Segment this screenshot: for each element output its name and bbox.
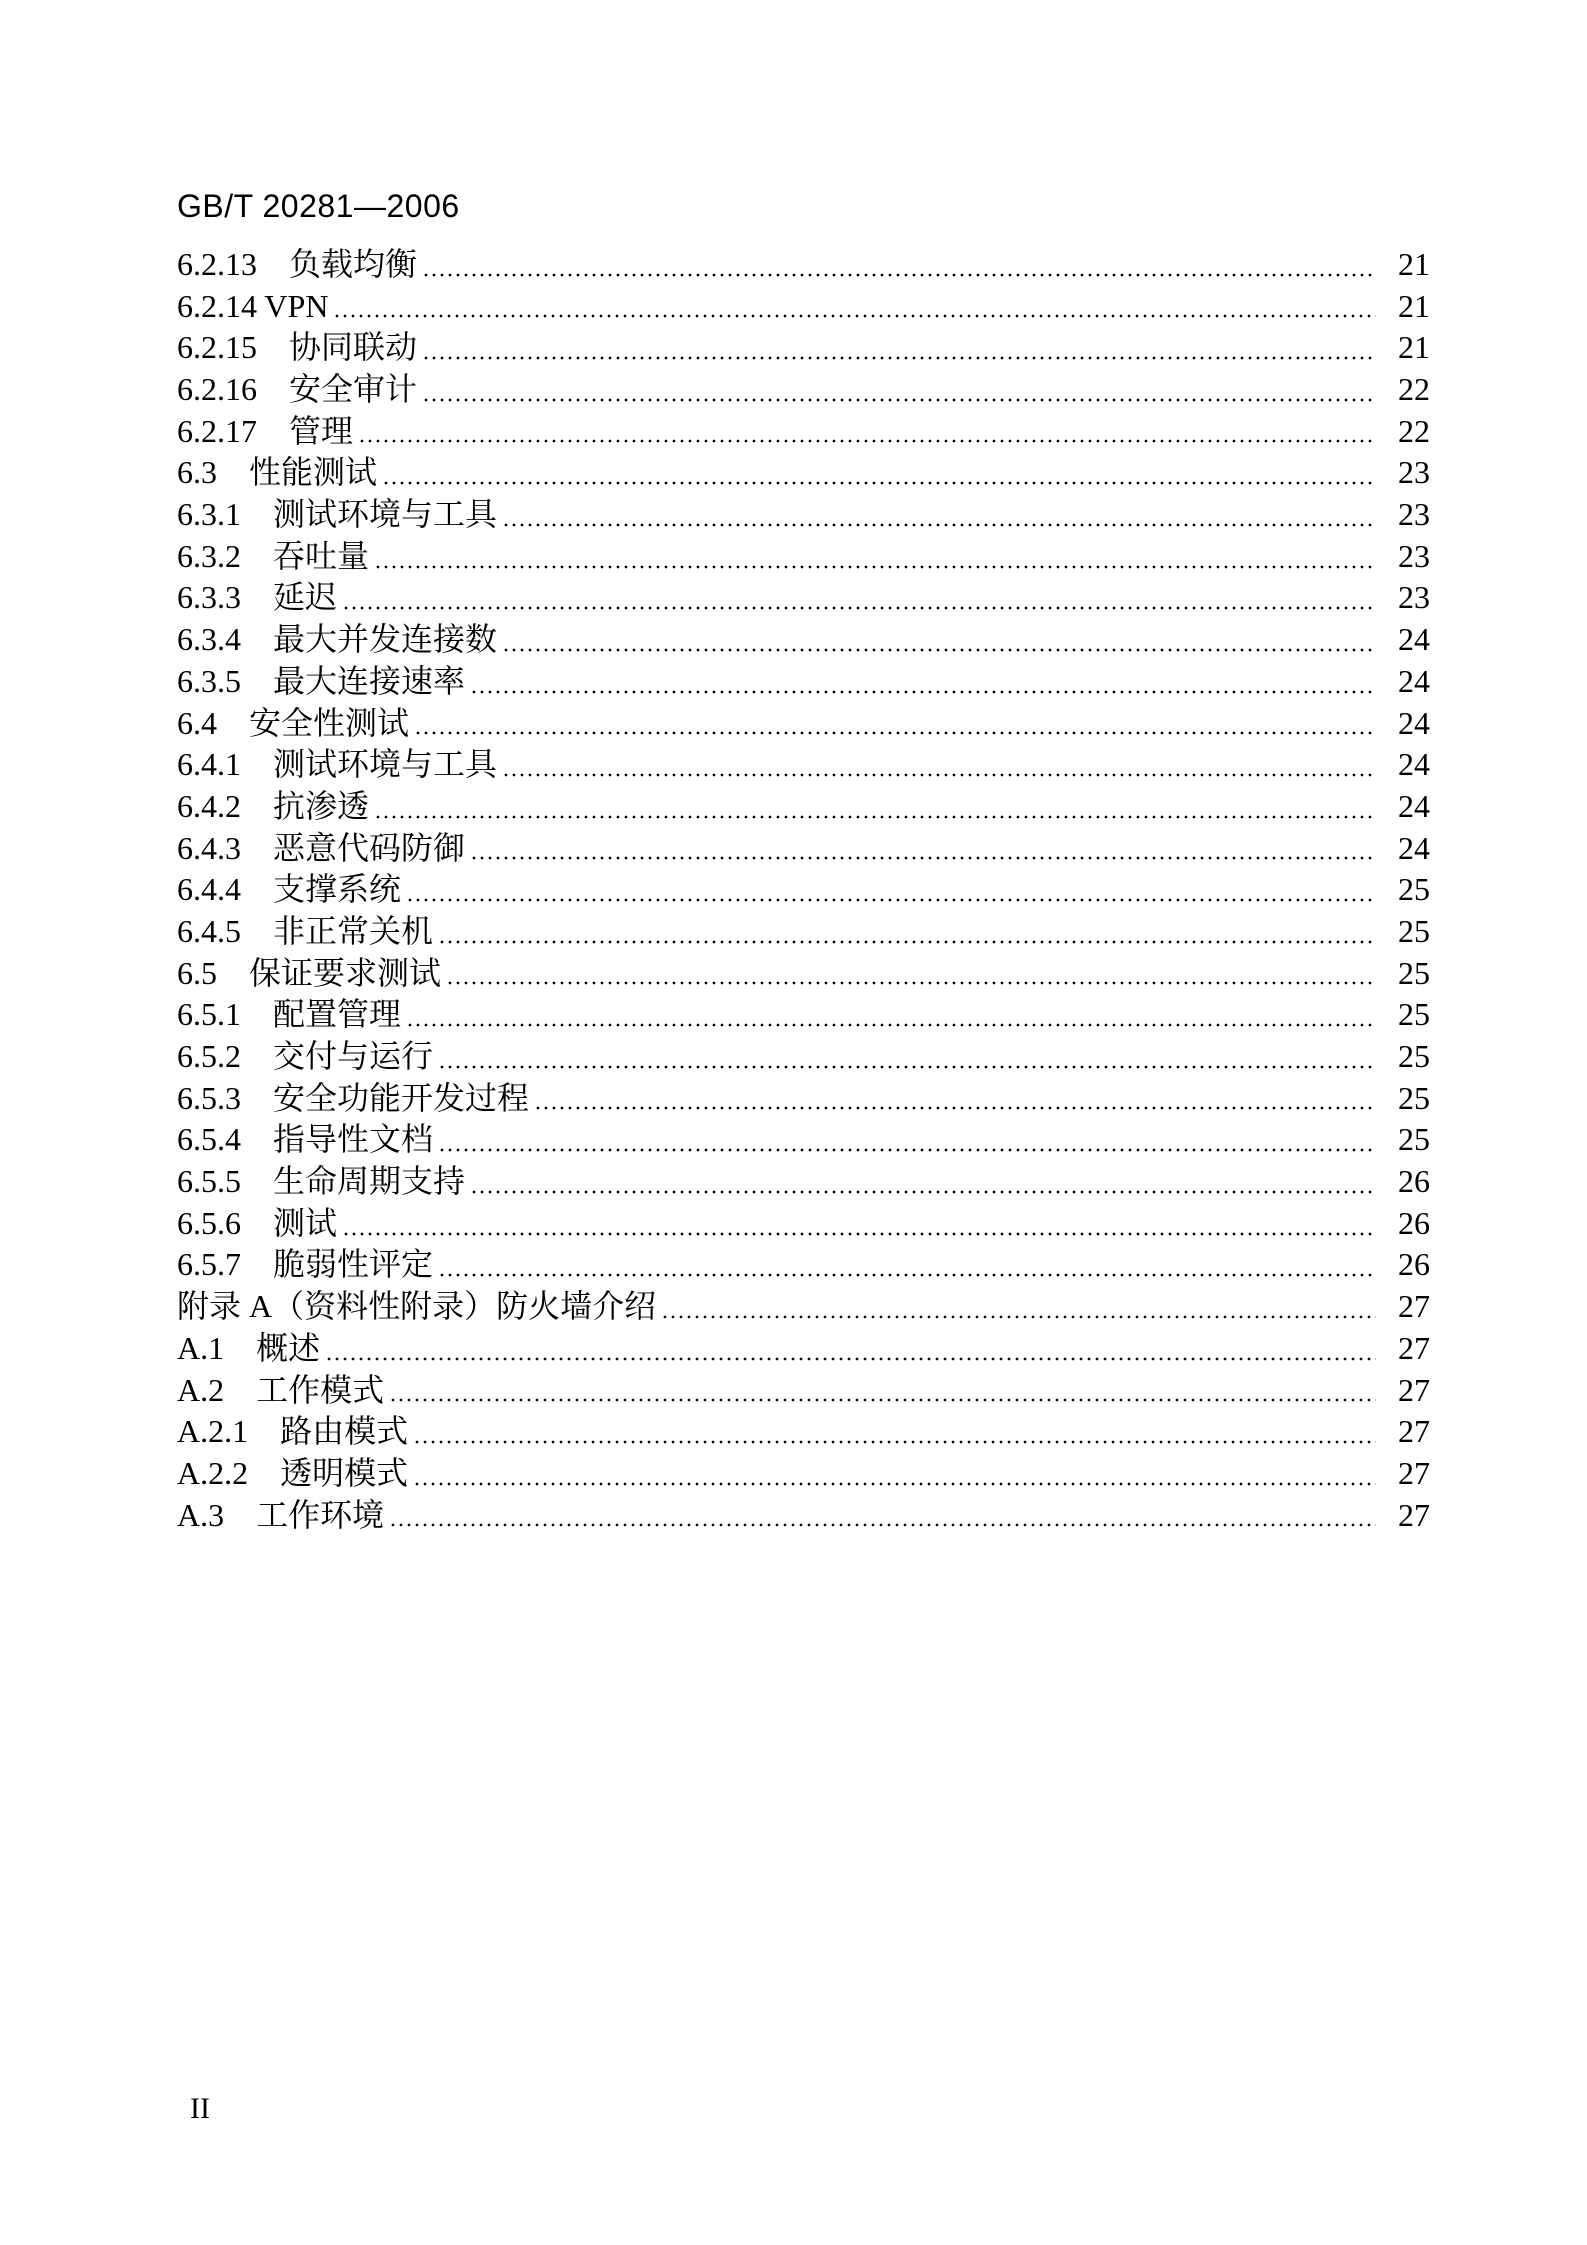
toc-entry-label: 6.4.1 测试环境与工具 (177, 746, 498, 783)
toc-dot-leader (374, 565, 1376, 569)
toc-dot-leader (422, 273, 1376, 277)
toc-entry-label: 6.5.3 安全功能开发过程 (177, 1079, 530, 1116)
toc-entry-page: 22 (1398, 412, 1430, 449)
toc-entry (177, 994, 1430, 1036)
toc-entry-page: 27 (1398, 1413, 1430, 1450)
toc-dot-leader (470, 1190, 1376, 1194)
toc-dot-leader (389, 1523, 1376, 1527)
toc-entry-label: A.3 工作环境 (177, 1496, 385, 1533)
toc-dot-leader (661, 1315, 1376, 1319)
toc-entry-label: 6.5.1 配置管理 (177, 996, 402, 1033)
toc-entry (177, 494, 1430, 536)
toc-entry (177, 578, 1430, 620)
toc-entry (177, 1119, 1430, 1161)
toc-entry-page: 25 (1398, 912, 1430, 949)
toc-entry (177, 744, 1430, 786)
toc-dot-leader (374, 815, 1376, 819)
toc-entry (177, 1203, 1430, 1245)
toc-entry-page: 27 (1398, 1496, 1430, 1533)
toc-entry-page: 26 (1398, 1204, 1430, 1241)
toc-dot-leader (502, 523, 1376, 527)
toc-entry-label: 6.3.1 测试环境与工具 (177, 496, 498, 533)
toc-dot-leader (413, 1482, 1376, 1486)
toc-list (177, 244, 1430, 1536)
toc-dot-leader (438, 1273, 1376, 1277)
toc-entry (177, 1286, 1430, 1328)
toc-dot-leader (470, 856, 1376, 860)
toc-entry-label: 6.2.15 协同联动 (177, 329, 418, 366)
toc-entry-page: 24 (1398, 621, 1430, 658)
toc-dot-leader (406, 1023, 1376, 1027)
toc-entry (177, 703, 1430, 745)
toc-dot-leader (414, 731, 1376, 735)
toc-entry-label: 6.5.5 生命周期支持 (177, 1163, 466, 1200)
toc-entry-page: 25 (1398, 954, 1430, 991)
toc-entry-label: 6.3.3 延迟 (177, 579, 338, 616)
toc-entry-label: 6.5.7 脆弱性评定 (177, 1246, 434, 1283)
toc-dot-leader (446, 981, 1376, 985)
toc-entry-page: 24 (1398, 662, 1430, 699)
toc-dot-leader (502, 773, 1376, 777)
toc-entry (177, 619, 1430, 661)
toc-entry (177, 661, 1430, 703)
toc-entry (177, 411, 1430, 453)
toc-entry-label: 6.5.4 指导性文档 (177, 1121, 434, 1158)
toc-entry-page: 27 (1398, 1329, 1430, 1366)
toc-entry (177, 1078, 1430, 1120)
toc-entry (177, 1495, 1430, 1537)
toc-entry-page: 21 (1398, 245, 1430, 282)
toc-entry-label: 6.2.13 负载均衡 (177, 245, 418, 282)
toc-entry (177, 828, 1430, 870)
toc-dot-leader (389, 1398, 1376, 1402)
toc-dot-leader (438, 1148, 1376, 1152)
toc-entry-label: 6.3.4 最大并发连接数 (177, 621, 498, 658)
toc-entry-label: 6.2.14 VPN (177, 287, 329, 324)
toc-entry (177, 786, 1430, 828)
toc-entry (177, 911, 1430, 953)
toc-entry-label: 附录 A（资料性附录）防火墙介绍 (177, 1288, 657, 1325)
toc-entry-page: 23 (1398, 579, 1430, 616)
toc-entry-page: 24 (1398, 746, 1430, 783)
toc-entry (177, 869, 1430, 911)
toc-entry-label: 6.5.6 测试 (177, 1204, 338, 1241)
toc-entry-page: 27 (1398, 1454, 1430, 1491)
toc-dot-leader (422, 356, 1376, 360)
toc-entry-label: A.1 概述 (177, 1329, 321, 1366)
toc-entry-page: 21 (1398, 329, 1430, 366)
toc-entry-page: 23 (1398, 496, 1430, 533)
toc-dot-leader (342, 1232, 1376, 1236)
toc-entry-label: A.2 工作模式 (177, 1371, 385, 1408)
toc-entry-page: 21 (1398, 287, 1430, 324)
toc-entry-page: 25 (1398, 1038, 1430, 1075)
toc-entry (177, 452, 1430, 494)
toc-dot-leader (422, 398, 1376, 402)
toc-entry-page: 25 (1398, 871, 1430, 908)
toc-entry-label: 6.4.4 支撑系统 (177, 871, 402, 908)
toc-entry-label: 6.5 保证要求测试 (177, 954, 442, 991)
toc-entry-page: 25 (1398, 1121, 1430, 1158)
toc-entry (177, 1161, 1430, 1203)
toc-entry (177, 1036, 1430, 1078)
toc-entry-label: 6.4 安全性测试 (177, 704, 410, 741)
toc-dot-leader (333, 314, 1376, 318)
toc-entry (177, 1370, 1430, 1412)
toc-entry-page: 27 (1398, 1371, 1430, 1408)
footer-page-number: II (190, 2092, 210, 2125)
toc-dot-leader (438, 940, 1376, 944)
toc-dot-leader (358, 439, 1376, 443)
toc-dot-leader (470, 690, 1376, 694)
toc-entry (177, 1328, 1430, 1370)
toc-entry-page: 27 (1398, 1288, 1430, 1325)
document-code: GB/T 20281—2006 (177, 188, 460, 224)
toc-entry (177, 1245, 1430, 1287)
toc-entry (177, 953, 1430, 995)
toc-dot-leader (342, 606, 1376, 610)
toc-entry-page: 22 (1398, 371, 1430, 408)
toc-entry (177, 369, 1430, 411)
toc-entry-label: 6.2.16 安全审计 (177, 371, 418, 408)
toc-entry-page: 24 (1398, 829, 1430, 866)
toc-entry-label: A.2.1 路由模式 (177, 1413, 409, 1450)
toc-dot-leader (382, 481, 1376, 485)
toc-entry (177, 536, 1430, 578)
toc-entry-page: 26 (1398, 1163, 1430, 1200)
toc-entry (177, 1411, 1430, 1453)
toc-entry-page: 25 (1398, 996, 1430, 1033)
toc-dot-leader (534, 1106, 1376, 1110)
toc-entry (177, 1453, 1430, 1495)
toc-entry-page: 24 (1398, 787, 1430, 824)
toc-dot-leader (406, 898, 1376, 902)
toc-entry-label: A.2.2 透明模式 (177, 1454, 409, 1491)
toc-entry-page: 26 (1398, 1246, 1430, 1283)
toc-dot-leader (325, 1357, 1376, 1361)
toc-dot-leader (438, 1065, 1376, 1069)
toc-entry (177, 244, 1430, 286)
toc-entry-page: 25 (1398, 1079, 1430, 1116)
toc-entry-label: 6.4.2 抗渗透 (177, 787, 370, 824)
toc-entry-label: 6.3.2 吞吐量 (177, 537, 370, 574)
toc-dot-leader (413, 1440, 1376, 1444)
toc-entry-page: 23 (1398, 537, 1430, 574)
toc-entry (177, 327, 1430, 369)
toc-entry-label: 6.3 性能测试 (177, 454, 378, 491)
toc-entry-label: 6.4.5 非正常关机 (177, 912, 434, 949)
toc-entry (177, 286, 1430, 328)
toc-entry-page: 23 (1398, 454, 1430, 491)
toc-entry-label: 6.2.17 管理 (177, 412, 354, 449)
toc-entry-label: 6.4.3 恶意代码防御 (177, 829, 466, 866)
toc-entry-label: 6.3.5 最大连接速率 (177, 662, 466, 699)
toc-entry-page: 24 (1398, 704, 1430, 741)
toc-dot-leader (502, 648, 1376, 652)
toc-entry-label: 6.5.2 交付与运行 (177, 1038, 434, 1075)
